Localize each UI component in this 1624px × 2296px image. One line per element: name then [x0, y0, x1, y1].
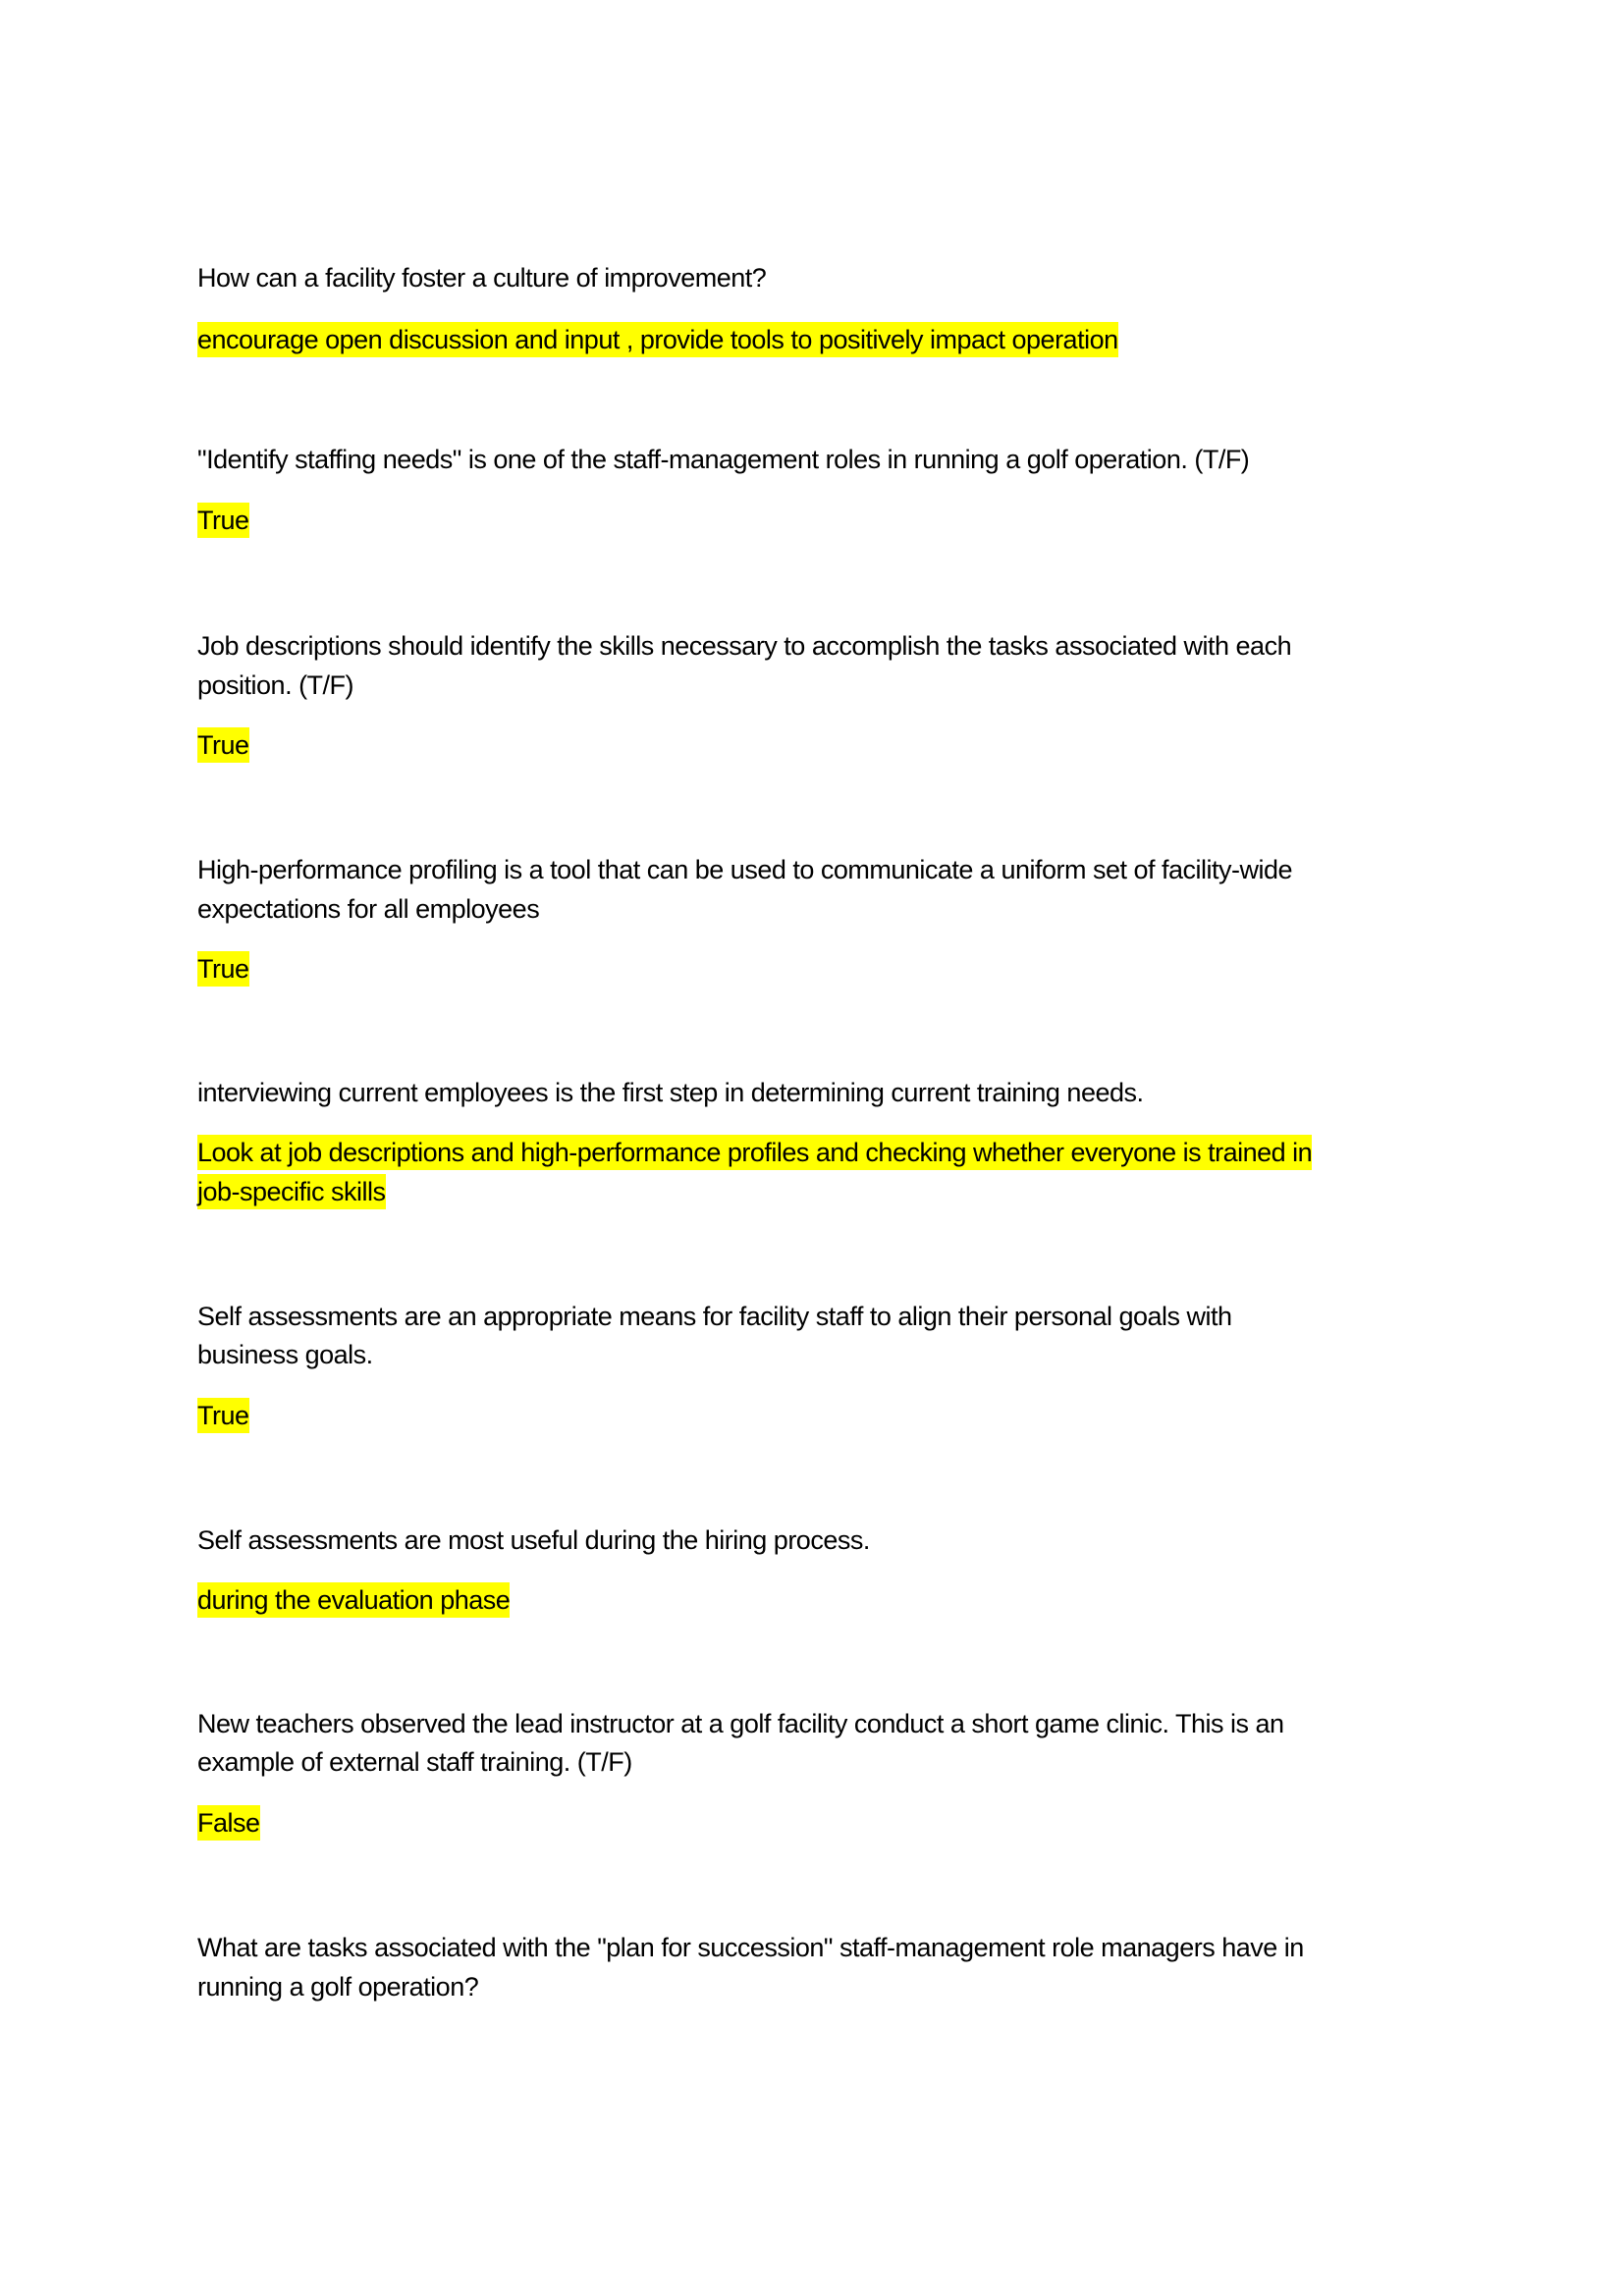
question-6-line-1: [197, 1297, 1232, 1336]
question-text: business goals.: [197, 1340, 373, 1369]
question-4-line-1: [197, 850, 1292, 889]
question-text: running a golf operation?: [197, 1972, 479, 2002]
highlighted-answer: True: [197, 727, 249, 763]
question-8-line-2: [197, 1742, 632, 1782]
highlighted-answer: during the evaluation phase: [197, 1582, 510, 1618]
question-text: What are tasks associated with the "plan for succession" staff-management role managers have in: [197, 1933, 1304, 1962]
answer-5-line-1: [197, 1133, 1312, 1172]
question-9-line-2: [197, 1967, 478, 2006]
highlighted-answer: True: [197, 1398, 249, 1433]
question-3-line-2: [197, 666, 353, 705]
answer-7-line-1: [197, 1580, 510, 1620]
answer-2-line-1: [197, 501, 249, 540]
question-6-line-2: [197, 1335, 373, 1374]
answer-1-line-1: [197, 320, 1118, 359]
answer-5-line-2: [197, 1172, 386, 1211]
question-text: position. (T/F): [197, 670, 354, 700]
answer-6-line-1: [197, 1396, 249, 1435]
question-5-line-1: [197, 1073, 1144, 1112]
question-text: "Identify staffing needs" is one of the staff-management roles in running a golf operation. (T/F): [197, 445, 1250, 474]
question-1-line-1: [197, 258, 766, 297]
question-4-line-2: [197, 889, 539, 929]
question-8-line-1: [197, 1704, 1284, 1743]
answer-3-line-1: [197, 725, 249, 765]
question-2-line-1: [197, 440, 1249, 479]
question-text: Self assessments are most useful during the hiring process.: [197, 1525, 870, 1555]
question-text: example of external staff training. (T/F): [197, 1747, 632, 1777]
question-text: Self assessments are an appropriate means for facility staff to align their personal goals with: [197, 1302, 1232, 1331]
highlighted-answer: Look at job descriptions and high-performance profiles and checking whether everyone is trained in: [197, 1135, 1312, 1170]
question-text: expectations for all employees: [197, 894, 540, 924]
question-text: High-performance profiling is a tool that can be used to communicate a uniform set of facility-wide: [197, 855, 1293, 884]
answer-4-line-1: [197, 949, 249, 988]
question-3-line-1: [197, 626, 1291, 666]
highlighted-answer: False: [197, 1805, 260, 1841]
question-text: Job descriptions should identify the skills necessary to accomplish the tasks associated with each: [197, 631, 1292, 661]
highlighted-answer: True: [197, 951, 249, 987]
question-text: interviewing current employees is the first step in determining current training needs.: [197, 1078, 1144, 1107]
highlighted-answer: True: [197, 503, 249, 538]
highlighted-answer: job-specific skills: [197, 1174, 386, 1209]
answer-8-line-1: [197, 1803, 260, 1842]
question-7-line-1: [197, 1521, 870, 1560]
question-text: New teachers observed the lead instructor at a golf facility conduct a short game clinic. This is an: [197, 1709, 1284, 1738]
question-text: How can a facility foster a culture of improvement?: [197, 263, 767, 293]
highlighted-answer: encourage open discussion and input , provide tools to positively impact operation: [197, 322, 1118, 357]
question-9-line-1: [197, 1928, 1304, 1967]
